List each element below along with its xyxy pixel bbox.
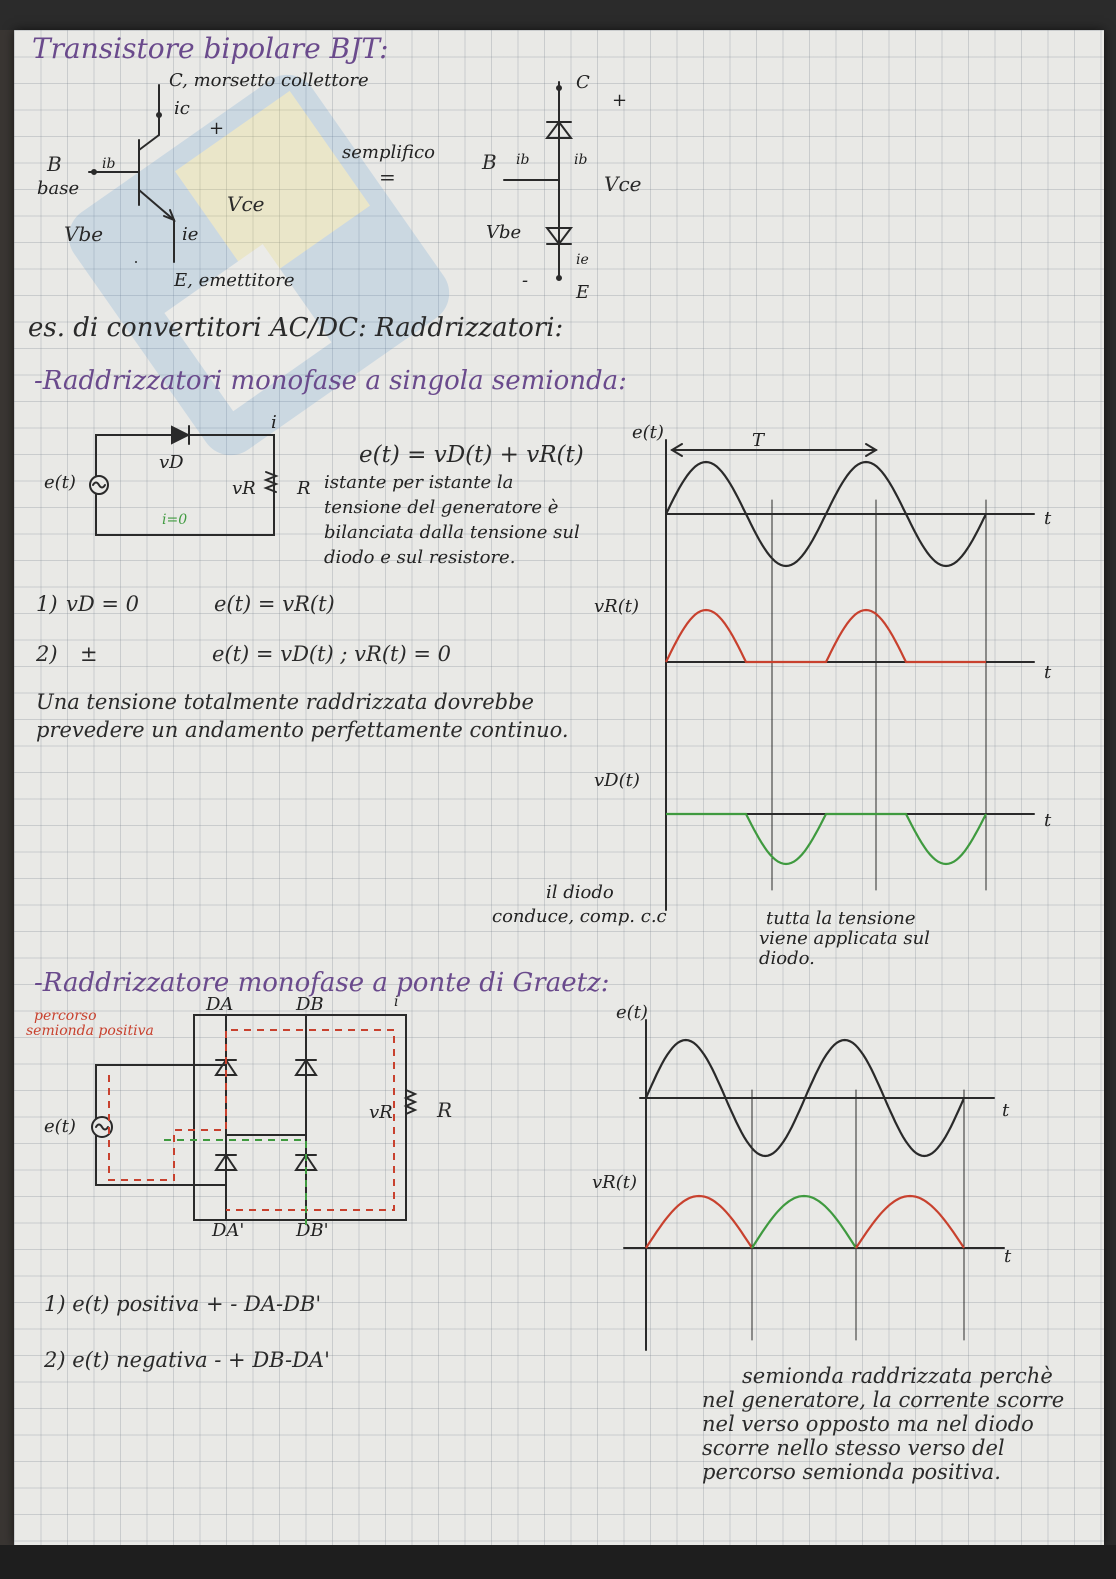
explanation-line-4: diodo e sul resistore. xyxy=(324,547,516,568)
notebook-edge xyxy=(0,30,14,1545)
g3-vd-label: vD(t) xyxy=(594,770,640,791)
rectified-arc-1 xyxy=(646,1196,752,1248)
caption-left-line-1: il diodo xyxy=(546,882,614,903)
case1-condition: vD = 0 xyxy=(66,592,140,616)
bjt-collector-label: C, morsetto collettore xyxy=(169,70,369,91)
kvl-equation: e(t) = vD(t) + vR(t) xyxy=(359,442,584,468)
g1-t-label: t xyxy=(1044,508,1052,529)
halfwave-graphs-axes xyxy=(666,440,1034,910)
bridge-case2: 2) e(t) negativa - + DB-DA' xyxy=(44,1348,330,1372)
bjt-vce-label: Vce xyxy=(227,192,265,216)
simpl-vce-label: Vce xyxy=(604,172,642,196)
bridge-circuit xyxy=(92,1015,415,1220)
c1-et-label: e(t) xyxy=(44,472,76,493)
rectified-arc-3 xyxy=(856,1196,964,1248)
bridge-case1: 1) e(t) positiva + - DA-DB' xyxy=(44,1292,322,1316)
case2-sign: ± xyxy=(80,642,98,666)
bridge-i-label: i xyxy=(394,994,399,1010)
g5-t-label: t xyxy=(1004,1246,1012,1267)
bjt-base-b-label: B xyxy=(47,152,62,176)
case2-result: e(t) = vD(t) ; vR(t) = 0 xyxy=(212,642,451,666)
bridge-db2-label: DB' xyxy=(296,1220,329,1241)
drawings-layer xyxy=(14,30,1104,1545)
section2-heading: -Raddrizzatore monofase a ponte di Graetz: xyxy=(34,968,610,998)
simpl-e-label: E xyxy=(576,282,590,303)
g4-et-label: e(t) xyxy=(616,1002,648,1023)
bridge-caption-line-1: semionda raddrizzata perchè xyxy=(742,1364,1053,1388)
simplify-equals: = xyxy=(379,165,396,189)
bridge-caption-line-2: nel generatore, la corrente scorre xyxy=(702,1388,1065,1412)
note-line-2: prevedere un andamento perfettamente continuo. xyxy=(36,718,569,742)
rectified-arc-2 xyxy=(752,1196,856,1248)
note-line-1: Una tensione totalmente raddrizzata dovrebbe xyxy=(36,690,534,714)
simplified-model xyxy=(504,82,571,280)
case2-number: 2) xyxy=(36,642,58,666)
path-label-line-1: percorso xyxy=(34,1008,97,1024)
g3-t-label: t xyxy=(1044,810,1052,831)
halfwave-circuit xyxy=(90,426,276,535)
bjt-ie-label: ie xyxy=(182,224,199,245)
case1-result: e(t) = vR(t) xyxy=(214,592,335,616)
page-title: Transistore bipolare BJT: xyxy=(32,32,389,65)
bridge-r-label: R xyxy=(437,1098,453,1122)
bjt-symbol xyxy=(89,85,174,262)
halfwave-output-curve xyxy=(666,610,986,662)
bridge-caption-line-5: percorso semionda positiva. xyxy=(702,1460,1001,1484)
c1-i-label: i xyxy=(271,412,277,433)
simpl-minus-label: - xyxy=(522,270,529,291)
bridge-da-label: DA xyxy=(206,994,234,1015)
caption-right-line-3: diodo. xyxy=(759,948,815,969)
bjt-vbe-label: Vbe xyxy=(64,222,104,246)
photo-bottom-edge xyxy=(0,1545,1116,1579)
explanation-line-2: tensione del generatore è xyxy=(324,497,559,518)
c1-vr-label: vR xyxy=(232,478,256,499)
g2-vr-label: vR(t) xyxy=(594,596,639,617)
bjt-ic-label: ic xyxy=(174,98,190,119)
section1-heading: -Raddrizzatori monofase a singola semionda: xyxy=(34,366,627,396)
g2-t-label: t xyxy=(1044,662,1052,683)
bjt-ib-label: ib xyxy=(102,156,116,172)
path-label-line-2: semionda positiva xyxy=(26,1023,154,1039)
g5-vr-label: vR(t) xyxy=(592,1172,637,1193)
bridge-vr-label: vR xyxy=(369,1102,393,1123)
simpl-ib2-label: ib xyxy=(574,152,588,168)
bridge-caption-line-3: nel verso opposto ma nel diodo xyxy=(702,1412,1034,1436)
simplify-label: semplifico xyxy=(342,142,435,163)
g4-t-label: t xyxy=(1002,1100,1010,1121)
simpl-vbe-label: Vbe xyxy=(486,222,522,243)
g1-period-label: T xyxy=(752,430,765,451)
bjt-emitter-label: E, emettitore xyxy=(174,270,295,291)
diode-voltage-curve xyxy=(666,814,986,864)
g1-et-label: e(t) xyxy=(632,422,664,443)
simpl-b-label: B xyxy=(482,150,497,174)
c1-i0-label: i=0 xyxy=(162,512,188,528)
fullwave-graphs-axes xyxy=(624,1020,1004,1350)
simpl-c-label: C xyxy=(576,72,590,93)
bridge-da2-label: DA' xyxy=(212,1220,245,1241)
simpl-plus-label: + xyxy=(612,90,628,111)
bjt-base-label: base xyxy=(37,178,80,199)
simpl-ie-label: ie xyxy=(576,252,589,268)
c1-vd-label: vD xyxy=(159,452,184,473)
bjt-plus-label: + xyxy=(209,118,225,139)
explanation-line-1: istante per istante la xyxy=(324,472,514,493)
bridge-db-label: DB xyxy=(296,994,324,1015)
bridge-et-label: e(t) xyxy=(44,1116,76,1137)
caption-right-line-2: viene applicata sul xyxy=(759,928,930,949)
case1-number: 1) xyxy=(36,592,58,616)
bridge-caption-line-4: scorre nello stesso verso del xyxy=(702,1436,1005,1460)
caption-right-line-1: tutta la tensione xyxy=(766,908,916,929)
notebook-page xyxy=(14,30,1104,1545)
intro-line: es. di convertitori AC/DC: Raddrizzatori: xyxy=(28,313,564,343)
c1-r-label: R xyxy=(297,478,311,499)
caption-left-line-2: conduce, comp. c.c xyxy=(492,906,667,927)
explanation-line-3: bilanciata dalla tensione sul xyxy=(324,522,580,543)
simpl-ib-label: ib xyxy=(516,152,530,168)
